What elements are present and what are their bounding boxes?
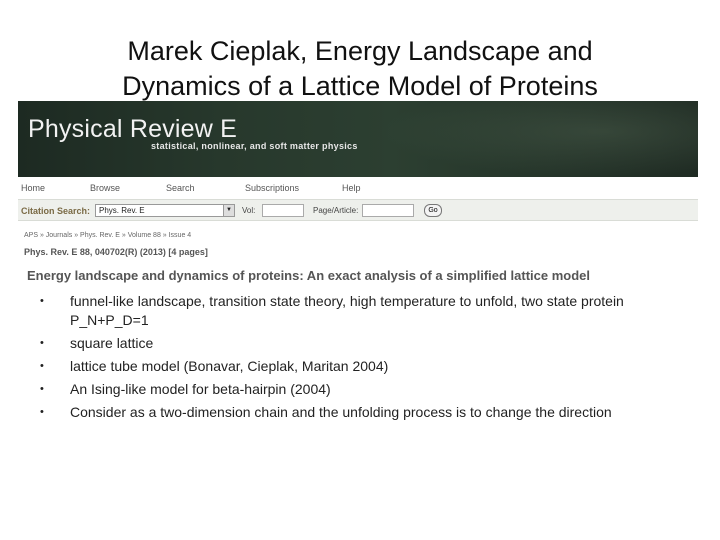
nav-browse[interactable]: Browse bbox=[90, 183, 121, 193]
citation: Phys. Rev. E 88, 040702(R) (2013) [4 pages] bbox=[24, 247, 208, 257]
slide-title-line-2: Dynamics of a Lattice Model of Proteins bbox=[122, 71, 598, 101]
journal-select-value: Phys. Rev. E bbox=[99, 206, 145, 215]
bullet-icon: • bbox=[40, 295, 44, 307]
list-item-text: lattice tube model (Bonavar, Cieplak, Maritan 2004) bbox=[70, 358, 389, 374]
journal-screenshot bbox=[18, 101, 698, 269]
article-title: Energy landscape and dynamics of proteins: An exact analysis of a simplified lattice model bbox=[27, 268, 591, 283]
vol-input[interactable] bbox=[262, 204, 304, 217]
bullet-icon: • bbox=[40, 383, 44, 395]
citation-search-bar bbox=[18, 199, 698, 221]
bullet-icon: • bbox=[40, 360, 44, 372]
journal-name: Physical Review E bbox=[28, 115, 238, 143]
journal-nav bbox=[18, 181, 698, 197]
nav-home[interactable]: Home bbox=[21, 183, 46, 193]
list-item bbox=[40, 334, 680, 353]
list-item-text: square lattice bbox=[70, 335, 154, 351]
go-button[interactable]: Go bbox=[424, 204, 442, 217]
bullet-icon: • bbox=[40, 406, 44, 418]
bullet-icon: • bbox=[40, 337, 44, 349]
list-item-text: funnel-like landscape, transition state theory, high temperature to unfold, two state protein P_N+P_D=1 bbox=[70, 293, 624, 328]
journal-select[interactable] bbox=[95, 204, 235, 217]
list-item-text: An Ising-like model for beta-hairpin (2004) bbox=[70, 381, 331, 397]
nav-search[interactable]: Search bbox=[166, 183, 195, 193]
page-article-input[interactable] bbox=[362, 204, 414, 217]
slide-title bbox=[0, 34, 720, 104]
bullet-list bbox=[40, 292, 680, 426]
citation-search-label: Citation Search: bbox=[21, 206, 91, 216]
list-item bbox=[40, 292, 680, 330]
slide-title-line-1: Marek Cieplak, Energy Landscape and bbox=[127, 36, 593, 66]
journal-subtitle: statistical, nonlinear, and soft matter physics bbox=[151, 141, 358, 151]
chevron-down-icon[interactable]: ▼ bbox=[223, 205, 234, 216]
list-item bbox=[40, 380, 680, 399]
vol-label: Vol: bbox=[242, 206, 256, 215]
journal-banner bbox=[18, 101, 698, 177]
nav-subscriptions[interactable]: Subscriptions bbox=[245, 183, 300, 193]
breadcrumb: APS » Journals » Phys. Rev. E » Volume 88 » Issue 4 bbox=[24, 232, 192, 239]
list-item bbox=[40, 357, 680, 376]
list-item-text: Consider as a two-dimension chain and the unfolding process is to change the direction bbox=[70, 404, 612, 420]
list-item bbox=[40, 403, 680, 422]
nav-help[interactable]: Help bbox=[342, 183, 361, 193]
page-article-label: Page/Article: bbox=[313, 206, 359, 215]
